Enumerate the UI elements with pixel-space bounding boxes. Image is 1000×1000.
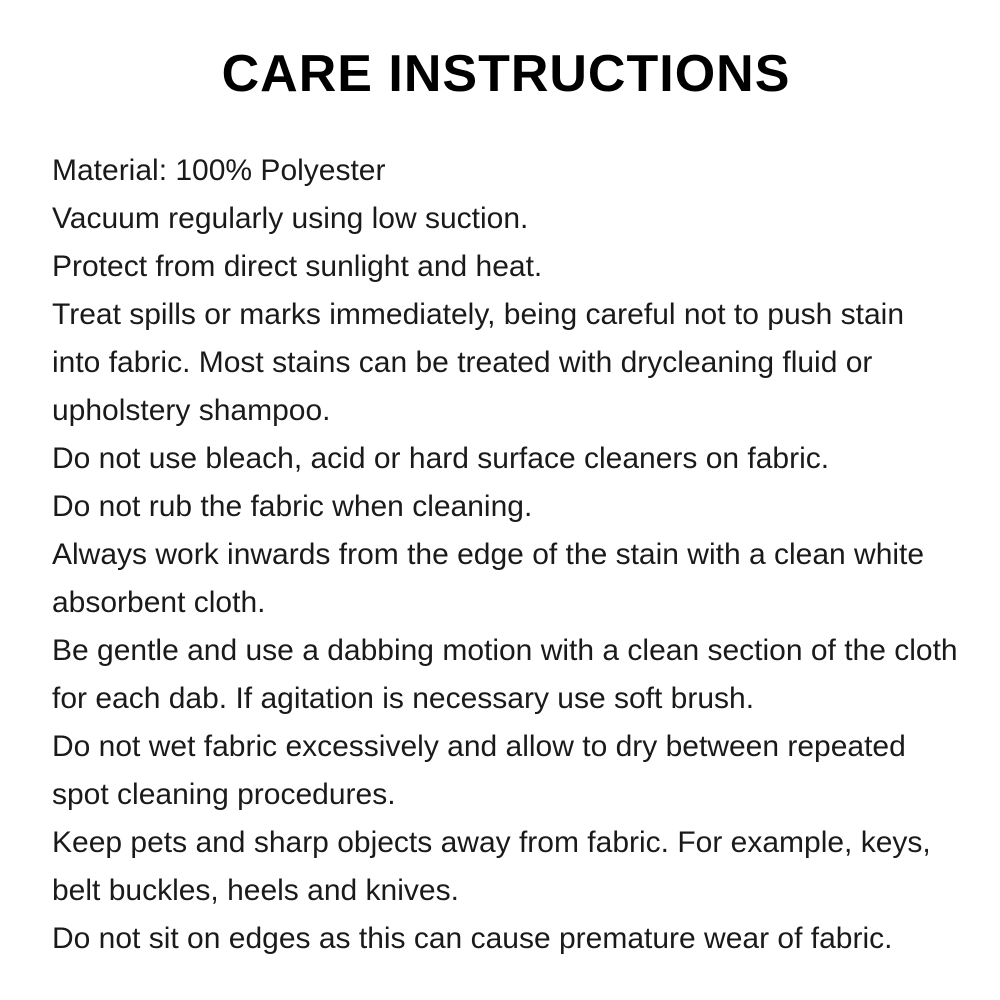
instruction-line: Protect from direct sunlight and heat. xyxy=(52,250,543,284)
instruction-line: Do not wet fabric excessively and allow to dry between repeated spot cleaning procedures. xyxy=(52,730,906,812)
instructions-list xyxy=(52,147,960,963)
instruction-line: Vacuum regularly using low suction. xyxy=(52,202,529,236)
instruction-line: Treat spills or marks immediately, being careful not to push stain into fabric. Most stains can be treated with drycleaning fluid or upholstery shampoo. xyxy=(52,298,905,428)
instruction-line: Be gentle and use a dabbing motion with a clean section of the cloth for each dab. If agitation is necessary use soft brush. xyxy=(52,634,958,716)
instruction-line: Do not use bleach, acid or hard surface cleaners on fabric. xyxy=(52,442,830,476)
page-title: CARE INSTRUCTIONS xyxy=(221,45,791,103)
instruction-line: Always work inwards from the edge of the stain with a clean white absorbent cloth. xyxy=(52,538,925,620)
instruction-line: Do not sit on edges as this can cause premature wear of fabric. xyxy=(52,922,893,956)
instruction-line: Material: 100% Polyester xyxy=(52,154,386,188)
instruction-line: Keep pets and sharp objects away from fabric. For example, keys, belt buckles, heels and knives. xyxy=(52,826,931,908)
instruction-line: Do not rub the fabric when cleaning. xyxy=(52,490,533,524)
